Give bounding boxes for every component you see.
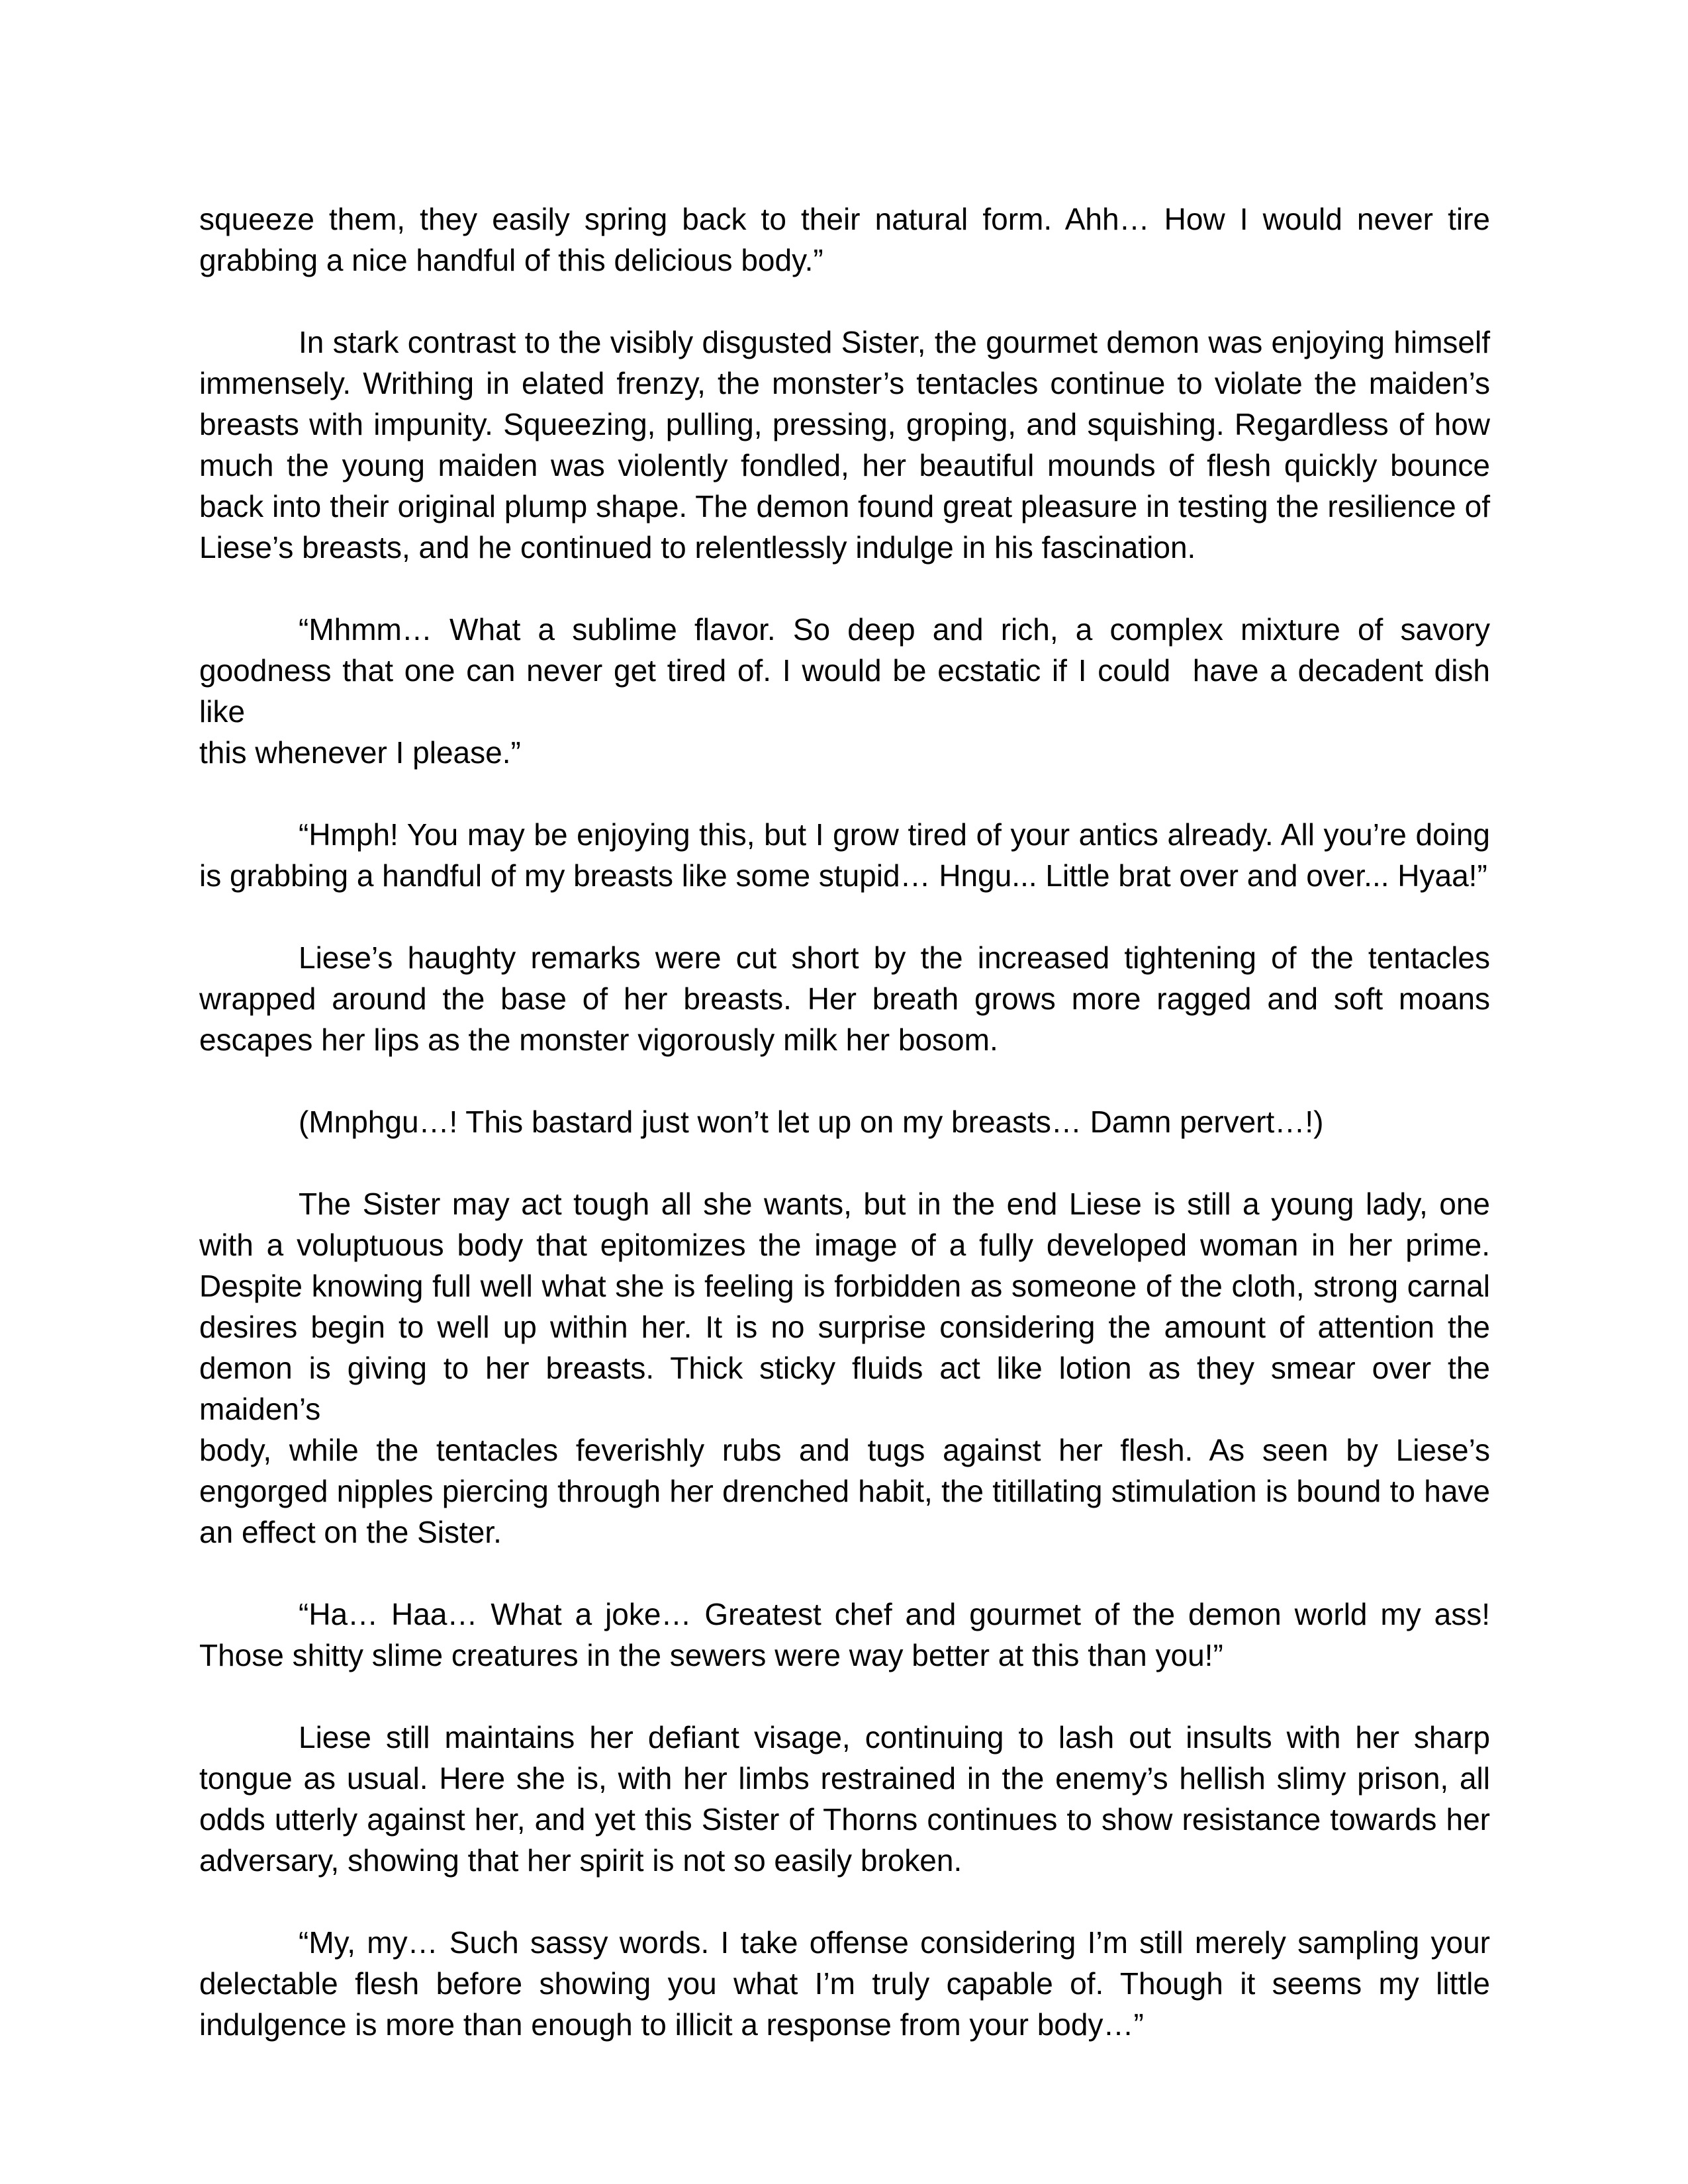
text-line: Liese’s haughty remarks were cut short by the increased tightening of the tentacles — [299, 940, 1490, 975]
paragraph — [199, 1717, 1490, 1881]
text-line: demon is giving to her breasts. Thick sticky fluids act like lotion as they smear over the maiden’s — [199, 1351, 1490, 1426]
paragraph — [199, 814, 1490, 896]
text-line: “Hmph! You may be enjoying this, but I grow tired of your antics already. All you’re doing — [299, 817, 1490, 852]
text-line: tongue as usual. Here she is, with her limbs restrained in the enemy’s hellish slimy prison, all — [199, 1761, 1490, 1796]
paragraph — [199, 322, 1490, 568]
text-line: desires begin to well up within her. It is no surprise considering the amount of attention the — [199, 1310, 1490, 1344]
paragraph — [199, 1922, 1490, 2045]
text-line: “Ha… Haa… What a joke… Greatest chef and gourmet of the demon world my ass! — [299, 1597, 1490, 1631]
paragraph — [199, 1183, 1490, 1553]
text-line: grabbing a nice handful of this delicious body.” — [199, 243, 823, 277]
paragraph — [199, 1101, 1490, 1142]
text-line: indulgence is more than enough to illicit a response from your body…” — [199, 2007, 1144, 2042]
text-line: much the young maiden was violently fondled, her beautiful mounds of flesh quickly bounce — [199, 448, 1490, 482]
text-line: back into their original plump shape. The demon found great pleasure in testing the resilience of — [199, 489, 1490, 523]
text-line: In stark contrast to the visibly disgusted Sister, the gourmet demon was enjoying himself — [299, 325, 1490, 359]
text-line: “My, my… Such sassy words. I take offense considering I’m still merely sampling your — [299, 1925, 1490, 1960]
text-line: squeeze them, they easily spring back to their natural form. Ahh… How I would never tire — [199, 202, 1490, 236]
text-line: “Mhmm… What a sublime flavor. So deep and rich, a complex mixture of savory — [299, 612, 1490, 647]
text-line: wrapped around the base of her breasts. Her breath grows more ragged and soft moans — [199, 981, 1490, 1016]
text-line: odds utterly against her, and yet this Sister of Thorns continues to show resistance towards her — [199, 1802, 1490, 1837]
text-line: (Mnphgu…! This bastard just won’t let up on my breasts… Damn pervert…!) — [299, 1105, 1324, 1139]
paragraph — [199, 937, 1490, 1060]
text-line: body, while the tentacles feverishly rubs and tugs against her flesh. As seen by Liese’s — [199, 1433, 1490, 1467]
text-line: adversary, showing that her spirit is not so easily broken. — [199, 1843, 962, 1878]
text-line: Liese’s breasts, and he continued to relentlessly indulge in his fascination. — [199, 530, 1196, 565]
text-line: delectable flesh before showing you what I’m truly capable of. Though it seems my little — [199, 1966, 1490, 2001]
text-line: immensely. Writhing in elated frenzy, the monster’s tentacles continue to violate the maiden’s — [199, 366, 1490, 400]
text-line: Those shitty slime creatures in the sewers were way better at this than you!” — [199, 1638, 1223, 1672]
text-line: escapes her lips as the monster vigorously milk her bosom. — [199, 1023, 998, 1057]
text-line: Despite knowing full well what she is feeling is forbidden as someone of the cloth, strong carnal — [199, 1269, 1490, 1303]
text-line: is grabbing a handful of my breasts like some stupid… Hngu... Little brat over and over... Hyaa!” — [199, 858, 1487, 893]
paragraph — [199, 1594, 1490, 1676]
text-line: with a voluptuous body that epitomizes the image of a fully developed woman in her prime. — [199, 1228, 1490, 1262]
paragraph — [199, 609, 1490, 773]
text-line: this whenever I please.” — [199, 735, 521, 770]
paragraph — [199, 199, 1490, 281]
text-line: breasts with impunity. Squeezing, pulling, pressing, groping, and squishing. Regardless of how — [199, 407, 1490, 441]
text-line: The Sister may act tough all she wants, but in the end Liese is still a young lady, one — [299, 1187, 1490, 1221]
text-line: engorged nipples piercing through her drenched habit, the titillating stimulation is bound to have — [199, 1474, 1490, 1508]
document-page-content — [199, 199, 1490, 2045]
text-line: goodness that one can never get tired of. I would be ecstatic if I could have a decadent dish like — [199, 653, 1490, 729]
text-line: Liese still maintains her defiant visage, continuing to lash out insults with her sharp — [299, 1720, 1490, 1754]
text-line: an effect on the Sister. — [199, 1515, 502, 1549]
